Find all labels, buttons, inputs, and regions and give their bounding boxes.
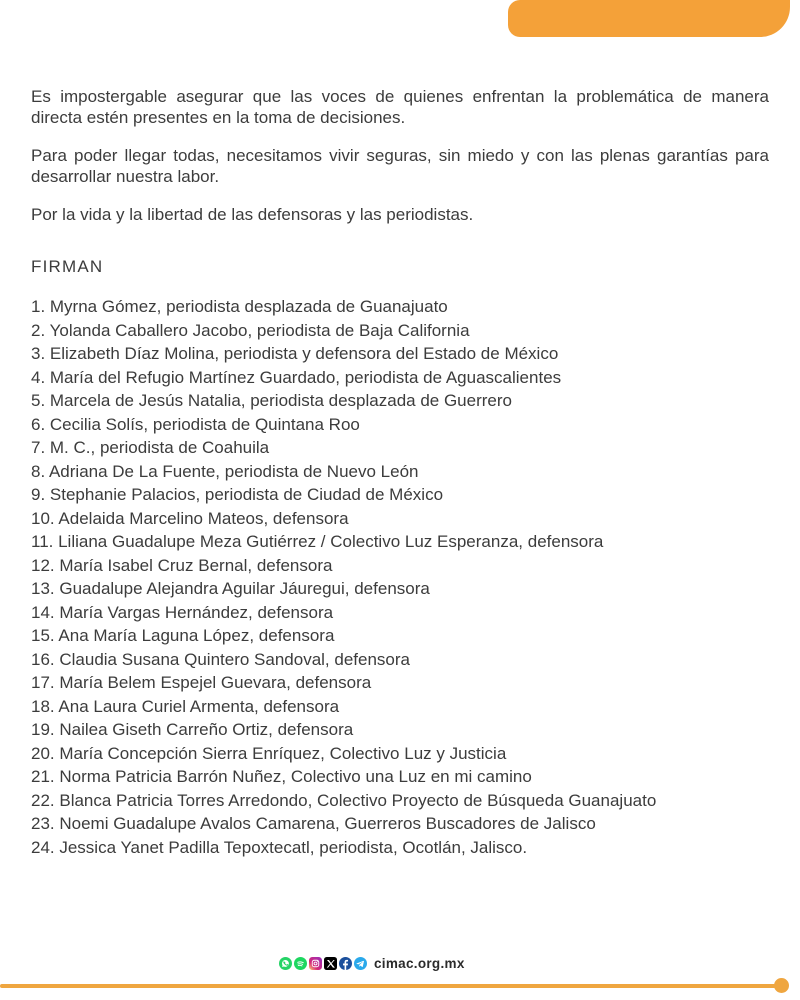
signatories-list bbox=[31, 295, 769, 859]
signatory-item: 13. Guadalupe Alejandra Aguilar Jáuregui, defensora bbox=[31, 579, 430, 598]
signatory-item: 7. M. C., periodista de Coahuila bbox=[31, 438, 270, 457]
signatory-item: 14. María Vargas Hernández, defensora bbox=[31, 602, 334, 622]
footer-accent-dot bbox=[774, 978, 789, 993]
footer-accent-line bbox=[0, 984, 781, 988]
signatory-item: 16. Claudia Susana Quintero Sandoval, defensora bbox=[31, 649, 410, 669]
signatory-item: 9. Stephanie Palacios, periodista de Ciudad de México bbox=[31, 485, 444, 504]
signatory-item: 21. Norma Patricia Barrón Nuñez, Colectivo una Luz en mi camino bbox=[31, 767, 532, 786]
signatory-item: 24. Jessica Yanet Padilla Tepoxtecatl, periodista, Ocotlán, Jalisco. bbox=[31, 837, 528, 857]
x-icon[interactable] bbox=[324, 957, 337, 970]
statement-paragraph-3: Por la vida y la libertad de las defensoras y las periodistas. bbox=[31, 205, 474, 224]
signatory-item: 2. Yolanda Caballero Jacobo, periodista de Baja California bbox=[31, 320, 470, 340]
signatory-item: 19. Nailea Giseth Carreño Ortiz, defensora bbox=[31, 720, 354, 739]
signatory-item: 4. María del Refugio Martínez Guardado, periodista de Aguascalientes bbox=[31, 367, 562, 387]
spotify-icon[interactable] bbox=[294, 957, 307, 970]
signatory-item: 1. Myrna Gómez, periodista desplazada de Guanajuato bbox=[31, 297, 448, 316]
signatory-item: 22. Blanca Patricia Torres Arredondo, Colectivo Proyecto de Búsqueda Guanajuato bbox=[31, 790, 657, 810]
website-link[interactable]: cimac.org.mx bbox=[374, 956, 465, 971]
signatory-item: 23. Noemi Guadalupe Avalos Camarena, Guerreros Buscadores de Jalisco bbox=[31, 814, 596, 833]
instagram-icon[interactable] bbox=[309, 957, 322, 970]
statement-body bbox=[31, 86, 769, 859]
signatory-item: 10. Adelaida Marcelino Mateos, defensora bbox=[31, 508, 349, 528]
signatories-heading: FIRMAN bbox=[31, 257, 104, 276]
whatsapp-icon[interactable] bbox=[279, 957, 292, 970]
signatory-item: 12. María Isabel Cruz Bernal, defensora bbox=[31, 555, 333, 575]
signatory-item: 20. María Concepción Sierra Enríquez, Colectivo Luz y Justicia bbox=[31, 743, 507, 763]
signatory-item: 11. Liliana Guadalupe Meza Gutiérrez / Colectivo Luz Esperanza, defensora bbox=[31, 532, 604, 551]
footer-social-row bbox=[279, 956, 465, 971]
signatory-item: 8. Adriana De La Fuente, periodista de Nuevo León bbox=[31, 461, 419, 481]
statement-paragraph-1: Es impostergable asegurar que las voces de quienes enfrentan la problemática de manera directa estén presentes en la toma de decisiones. bbox=[31, 87, 769, 127]
signatory-item: 18. Ana Laura Curiel Armenta, defensora bbox=[31, 696, 340, 716]
statement-paragraph-2: Para poder llegar todas, necesitamos vivir seguras, sin miedo y con las plenas garantías para desarrollar nuestra labor. bbox=[31, 146, 769, 186]
telegram-icon[interactable] bbox=[354, 957, 367, 970]
facebook-icon[interactable] bbox=[339, 957, 352, 970]
top-right-accent-shape bbox=[508, 0, 790, 37]
signatory-item: 6. Cecilia Solís, periodista de Quintana Roo bbox=[31, 414, 360, 434]
signatory-item: 15. Ana María Laguna López, defensora bbox=[31, 626, 335, 645]
signatory-item: 17. María Belem Espejel Guevara, defensora bbox=[31, 673, 372, 692]
signatory-item: 3. Elizabeth Díaz Molina, periodista y defensora del Estado de México bbox=[31, 344, 559, 363]
signatory-item: 5. Marcela de Jesús Natalia, periodista desplazada de Guerrero bbox=[31, 391, 512, 410]
